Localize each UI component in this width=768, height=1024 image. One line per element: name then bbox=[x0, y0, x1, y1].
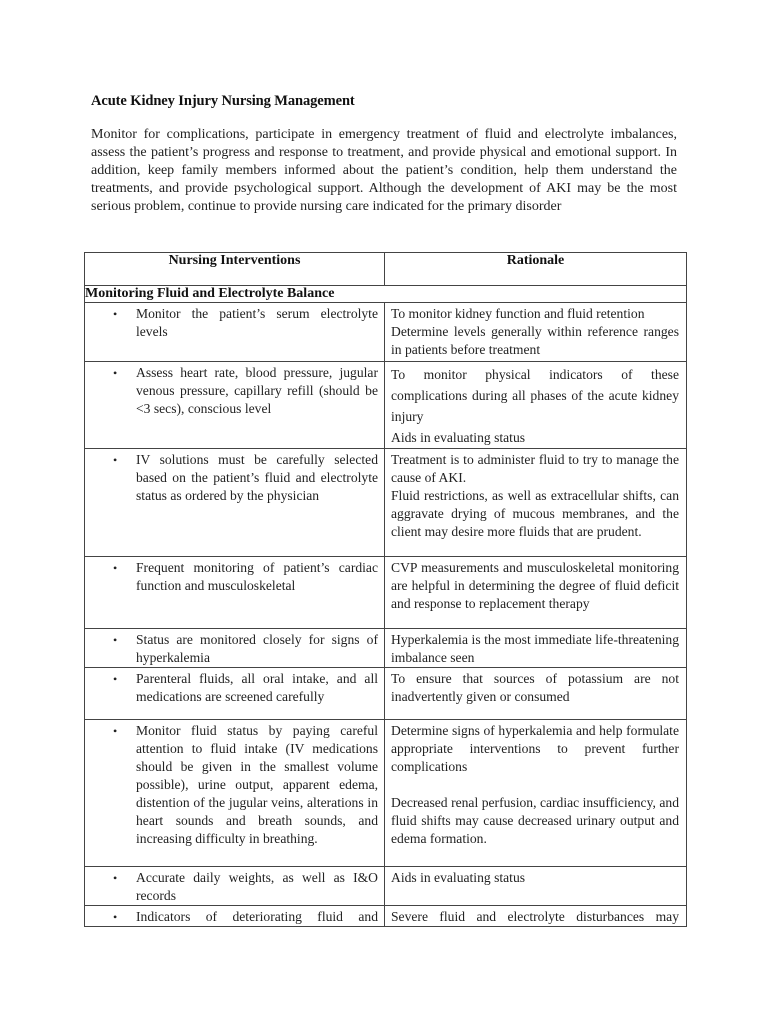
bullet-icon: • bbox=[113, 724, 118, 738]
intervention-text: Status are monitored closely for signs of hyperkalemia bbox=[136, 632, 378, 665]
rationale-cell bbox=[385, 557, 687, 629]
table-row bbox=[85, 303, 687, 362]
intervention-text: IV solutions must be carefully selected based on the patient’s fluid and electrolyte status as ordered by the physician bbox=[136, 452, 378, 503]
rationale-text: Aids in evaluating status bbox=[391, 870, 526, 885]
intervention-cell bbox=[85, 303, 385, 362]
table-row bbox=[85, 906, 687, 927]
intervention-cell bbox=[85, 720, 385, 867]
rationale-text: Hyperkalemia is the most immediate life-threatening imbalance seen bbox=[391, 632, 679, 665]
rationale-text: Determine signs of hyperkalemia and help formulate appropriate interventions to prevent further complications bbox=[391, 723, 679, 774]
bullet-icon: • bbox=[113, 910, 118, 924]
document-title: Acute Kidney Injury Nursing Management bbox=[91, 93, 355, 109]
bullet-icon: • bbox=[113, 871, 118, 885]
rationale-text: Decreased renal perfusion, cardiac insufficiency, and fluid shifts may cause decreased urinary output and edema formation. bbox=[391, 795, 679, 846]
intervention-cell bbox=[85, 449, 385, 557]
header-nursing-interventions: Nursing Interventions bbox=[85, 253, 385, 286]
bullet-icon: • bbox=[113, 453, 118, 467]
bullet-icon: • bbox=[113, 307, 118, 321]
intervention-text: Indicators of deteriorating fluid and bbox=[136, 909, 378, 924]
rationale-text: Treatment is to administer fluid to try to manage the cause of AKI. bbox=[391, 452, 679, 485]
rationale-text: Aids in evaluating status bbox=[391, 430, 526, 445]
intervention-text: Monitor the patient’s serum electrolyte levels bbox=[136, 306, 378, 339]
rationale-cell bbox=[385, 362, 687, 449]
intervention-cell bbox=[85, 629, 385, 668]
table-row bbox=[85, 557, 687, 629]
table-row bbox=[85, 720, 687, 867]
rationale-text: To ensure that sources of potassium are not inadvertently given or consumed bbox=[391, 671, 679, 704]
table-row bbox=[85, 668, 687, 720]
section-title: Monitoring Fluid and Electrolyte Balance bbox=[85, 286, 687, 303]
rationale-text: Fluid restrictions, as well as extracellular shifts, can aggravate drying of mucous membranes, and the client may desire more fluids that are prudent. bbox=[391, 488, 679, 539]
table-row bbox=[85, 362, 687, 449]
rationale-cell bbox=[385, 449, 687, 557]
rationale-cell bbox=[385, 303, 687, 362]
intervention-text: Monitor fluid status by paying careful attention to fluid intake (IV medications should be given in the smallest volume possible), urine output, apparent edema, distention of the jugular veins, alterations in heart sounds and breath sounds, and increasing difficulty in breathing. bbox=[136, 723, 378, 846]
rationale-text: To monitor physical indicators of these complications during all phases of the acute kidney injury bbox=[391, 367, 679, 424]
intro-paragraph: Monitor for complications, participate in emergency treatment of fluid and electrolyte imbalances, assess the patient’s progress and response to treatment, and provide physical and emotional support. In addition, keep family members informed about the patient’s condition, help them understand the treatments, and provide psychological support. Although the development of AKI may be the most serious problem, continue to provide nursing care indicated for the primary disorder bbox=[91, 127, 677, 214]
rationale-cell bbox=[385, 906, 687, 927]
table-row bbox=[85, 449, 687, 557]
rationale-cell bbox=[385, 867, 687, 906]
intervention-cell bbox=[85, 557, 385, 629]
rationale-cell bbox=[385, 720, 687, 867]
table-row bbox=[85, 867, 687, 906]
rationale-text: CVP measurements and musculoskeletal monitoring are helpful in determining the degree of fluid deficit and response to replacement therapy bbox=[391, 560, 679, 611]
intervention-cell bbox=[85, 867, 385, 906]
intervention-text: Assess heart rate, blood pressure, jugular venous pressure, capillary refill (should be <3 secs), conscious level bbox=[136, 365, 378, 416]
nursing-management-table bbox=[84, 252, 687, 927]
bullet-icon: • bbox=[113, 672, 118, 686]
bullet-icon: • bbox=[113, 633, 118, 647]
rationale-cell bbox=[385, 629, 687, 668]
intervention-text: Frequent monitoring of patient’s cardiac function and musculoskeletal bbox=[136, 560, 378, 593]
intervention-cell bbox=[85, 362, 385, 449]
table-row bbox=[85, 629, 687, 668]
rationale-text: To monitor kidney function and fluid retention bbox=[391, 306, 645, 321]
bullet-icon: • bbox=[113, 561, 118, 575]
header-rationale: Rationale bbox=[385, 253, 687, 286]
intervention-cell bbox=[85, 906, 385, 927]
rationale-text: Severe fluid and electrolyte disturbances may bbox=[391, 909, 679, 924]
section-row bbox=[85, 286, 687, 303]
rationale-cell bbox=[385, 668, 687, 720]
table-header-row bbox=[85, 253, 687, 286]
intervention-cell bbox=[85, 668, 385, 720]
intervention-text: Parenteral fluids, all oral intake, and all medications are screened carefully bbox=[136, 671, 378, 704]
rationale-text: Determine levels generally within reference ranges in patients before treatment bbox=[391, 324, 679, 357]
intervention-text: Accurate daily weights, as well as I&O records bbox=[136, 870, 378, 903]
bullet-icon: • bbox=[113, 366, 118, 380]
